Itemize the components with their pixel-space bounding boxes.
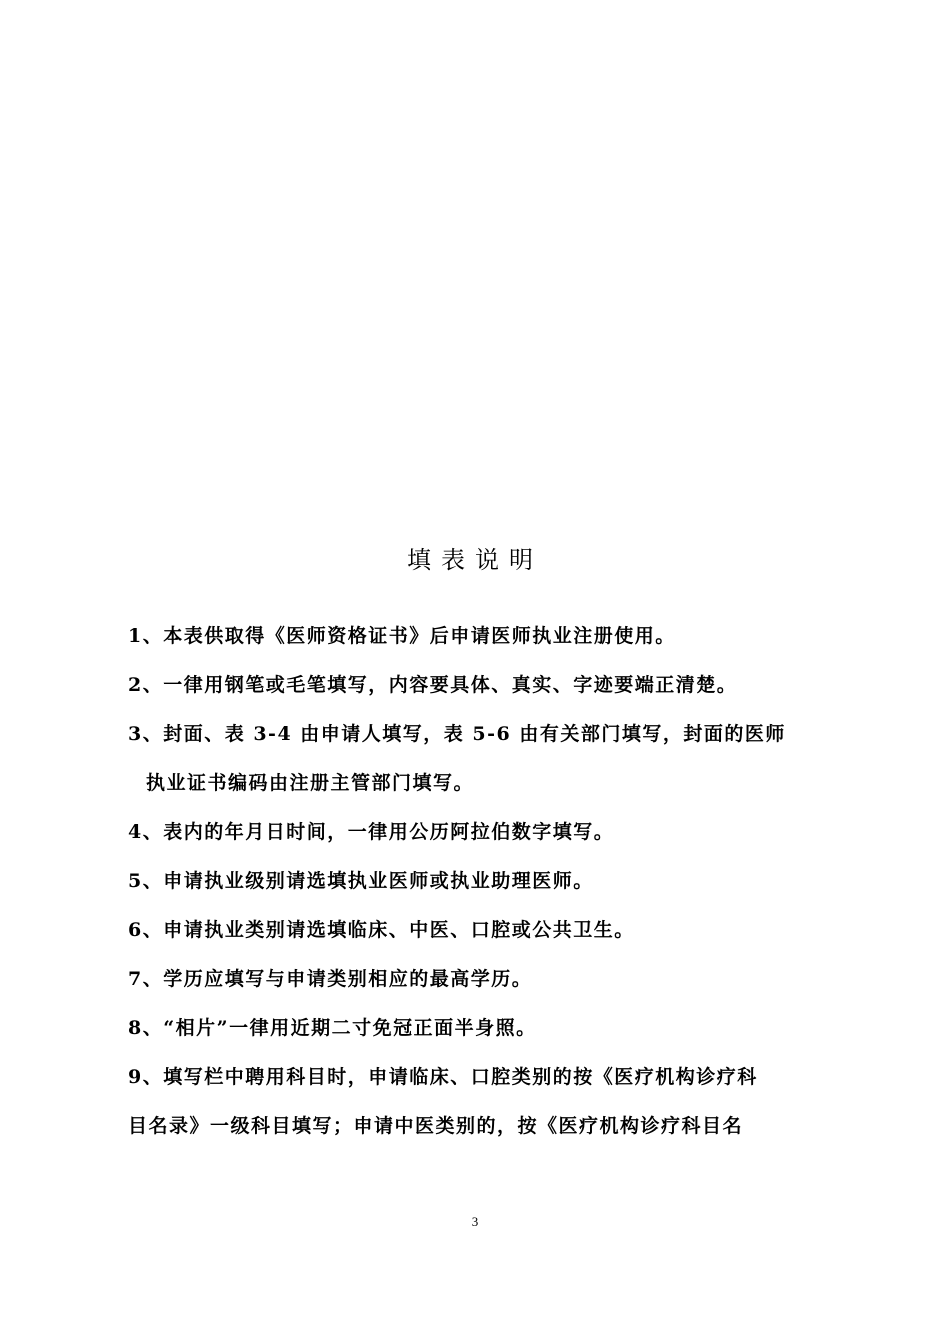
instruction-list <box>128 612 818 1151</box>
instruction-line: 1、本表供取得《医师资格证书》后申请医师执业注册使用。 <box>128 625 676 647</box>
instruction-line: 8、“相片”一律用近期二寸免冠正面半身照。 <box>128 1017 537 1039</box>
instruction-line: 5、申请执业级别请选填执业医师或执业助理医师。 <box>128 870 594 892</box>
instruction-line: 7、学历应填写与申请类别相应的最高学历。 <box>128 968 533 990</box>
page-number: 3 <box>471 1214 479 1229</box>
instruction-line-continued: 执业证书编码由注册主管部门填写。 <box>146 772 475 794</box>
instruction-line: 6、申请执业类别请选填临床、中医、口腔或公共卫生。 <box>128 919 635 941</box>
instruction-line-continued: 目名录》一级科目填写；申请中医类别的，按《医疗机构诊疗科目名 <box>128 1115 744 1137</box>
page-title: 填表说明 <box>407 546 543 574</box>
instruction-line: 4、表内的年月日时间，一律用公历阿拉伯数字填写。 <box>128 821 615 843</box>
instruction-line: 9、填写栏中聘用科目时，申请临床、口腔类别的按《医疗机构诊疗科 <box>128 1066 758 1088</box>
instruction-line: 3、封面、表 3-4 由申请人填写，表 5-6 由有关部门填写，封面的医师 <box>128 723 786 745</box>
instruction-line: 2、一律用钢笔或毛笔填写，内容要具体、真实、字迹要端正清楚。 <box>128 674 738 696</box>
